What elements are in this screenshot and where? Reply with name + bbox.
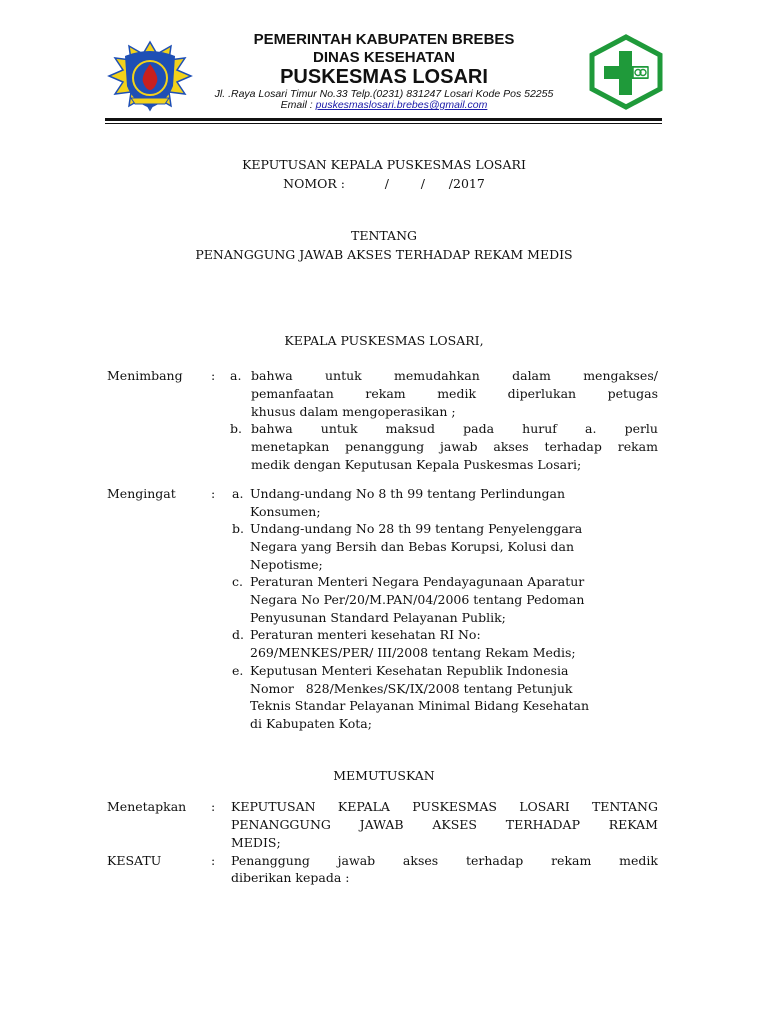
menimbang-a-marker: a. (230, 368, 242, 383)
mengingat-e-line2 (250, 681, 572, 696)
menetapkan-label: Menetapkan (107, 799, 187, 814)
mengingat-colon: : (211, 486, 216, 501)
mengingat-d-marker: d. (232, 627, 244, 642)
memutuskan-heading: MEMUTUSKAN (333, 768, 435, 783)
puskesmas-logo (586, 33, 666, 111)
menetapkan-line1: KEPUTUSAN KEPALA PUSKESMAS LOSARI TENTANG (231, 799, 658, 814)
tentang-heading: TENTANG (350, 228, 417, 243)
mengingat-label: Mengingat (107, 486, 176, 501)
menimbang-a-line3: khusus dalam mengoperasikan ; (251, 404, 456, 419)
mengingat-e-line3: Teknis Standar Pelayanan Minimal Bidang Kesehatan (250, 698, 590, 713)
mengingat-c-line3: Penyusunan Standard Pelayanan Publik; (250, 610, 506, 625)
header-rule-thin (105, 123, 662, 124)
kesatu-label: KESATU (107, 853, 162, 868)
gov-name: PEMERINTAH KABUPATEN BREBES (253, 31, 515, 48)
mengingat-c-line2: Negara No Per/20/M.PAN/04/2006 tentang Pedoman (250, 592, 585, 607)
kesatu-line2: diberikan kepada : (231, 870, 350, 885)
mengingat-c-marker: c. (232, 574, 243, 589)
kepala-heading: KEPALA PUSKESMAS LOSARI, (284, 333, 484, 348)
mengingat-b-line1: Undang-undang No 28 th 99 tentang Penyelenggara (250, 521, 583, 536)
menimbang-label: Menimbang (107, 368, 183, 383)
email-label: Email : (280, 99, 313, 111)
decree-subject: PENANGGUNG JAWAB AKSES TERHADAP REKAM MEDIS (195, 247, 573, 262)
mengingat-e-line4: di Kabupaten Kota; (250, 716, 372, 731)
kesatu-colon: : (211, 853, 216, 868)
mengingat-a-line1: Undang-undang No 8 th 99 tentang Perlindungan (250, 486, 566, 501)
menimbang-b-line1: bahwa untuk maksud pada huruf a. perlu (251, 421, 658, 436)
mengingat-d-line1: Peraturan menteri kesehatan RI No: (250, 627, 481, 642)
mengingat-b-marker: b. (232, 521, 244, 536)
menimbang-b-marker: b. (230, 421, 242, 436)
mengingat-b-line2: Negara yang Bersih dan Bebas Korupsi, Kolusi dan (250, 539, 575, 554)
mengingat-b-line3: Nepotisme; (250, 557, 323, 572)
menimbang-a-line1: bahwa untuk memudahkan dalam mengakses/ (251, 368, 658, 383)
mengingat-c-line1: Peraturan Menteri Negara Pendayagunaan Aparatur (250, 574, 585, 589)
menimbang-b-line3: medik dengan Keputusan Kepala Puskesmas Losari; (251, 457, 582, 472)
decree-number-text: NOMOR : / / /2017 (283, 176, 485, 191)
mengingat-e-line2-text: Nomor 828/Menkes/SK/IX/2008 tentang Petunjuk (250, 681, 573, 696)
mengingat-d-line2: 269/MENKES/PER/ III/2008 tentang Rekam Medis; (250, 645, 576, 660)
menimbang-a-line2: pemanfaatan rekam medik diperlukan petugas (251, 386, 658, 401)
menetapkan-line2: PENANGGUNG JAWAB AKSES TERHADAP REKAM (231, 817, 658, 832)
mengingat-a-marker: a. (232, 486, 244, 501)
mengingat-e-line1: Keputusan Menteri Kesehatan Republik Indonesia (250, 663, 569, 678)
menetapkan-line3: MEDIS; (231, 835, 281, 850)
puskesmas-name: PUSKESMAS LOSARI (280, 66, 488, 88)
header-rule-thick (105, 118, 662, 121)
mengingat-a-line2: Konsumen; (250, 504, 321, 519)
menimbang-colon: : (211, 368, 216, 383)
menetapkan-colon: : (211, 799, 216, 814)
email-link[interactable]: puskesmaslosari.brebes@gmail.com (315, 99, 488, 111)
decree-number (0, 176, 768, 191)
dept-name: DINAS KESEHATAN (313, 49, 455, 66)
decree-title: KEPUTUSAN KEPALA PUSKESMAS LOSARI (242, 157, 526, 172)
mengingat-e-marker: e. (232, 663, 244, 678)
address: Jl. .Raya Losari Timur No.33 Telp.(0231) 831247 Losari Kode Pos 52255 (214, 88, 554, 100)
kesatu-line1: Penanggung jawab akses terhadap rekam medik (231, 853, 658, 868)
menimbang-b-line2: menetapkan penanggung jawab akses terhadap rekam (251, 439, 658, 454)
